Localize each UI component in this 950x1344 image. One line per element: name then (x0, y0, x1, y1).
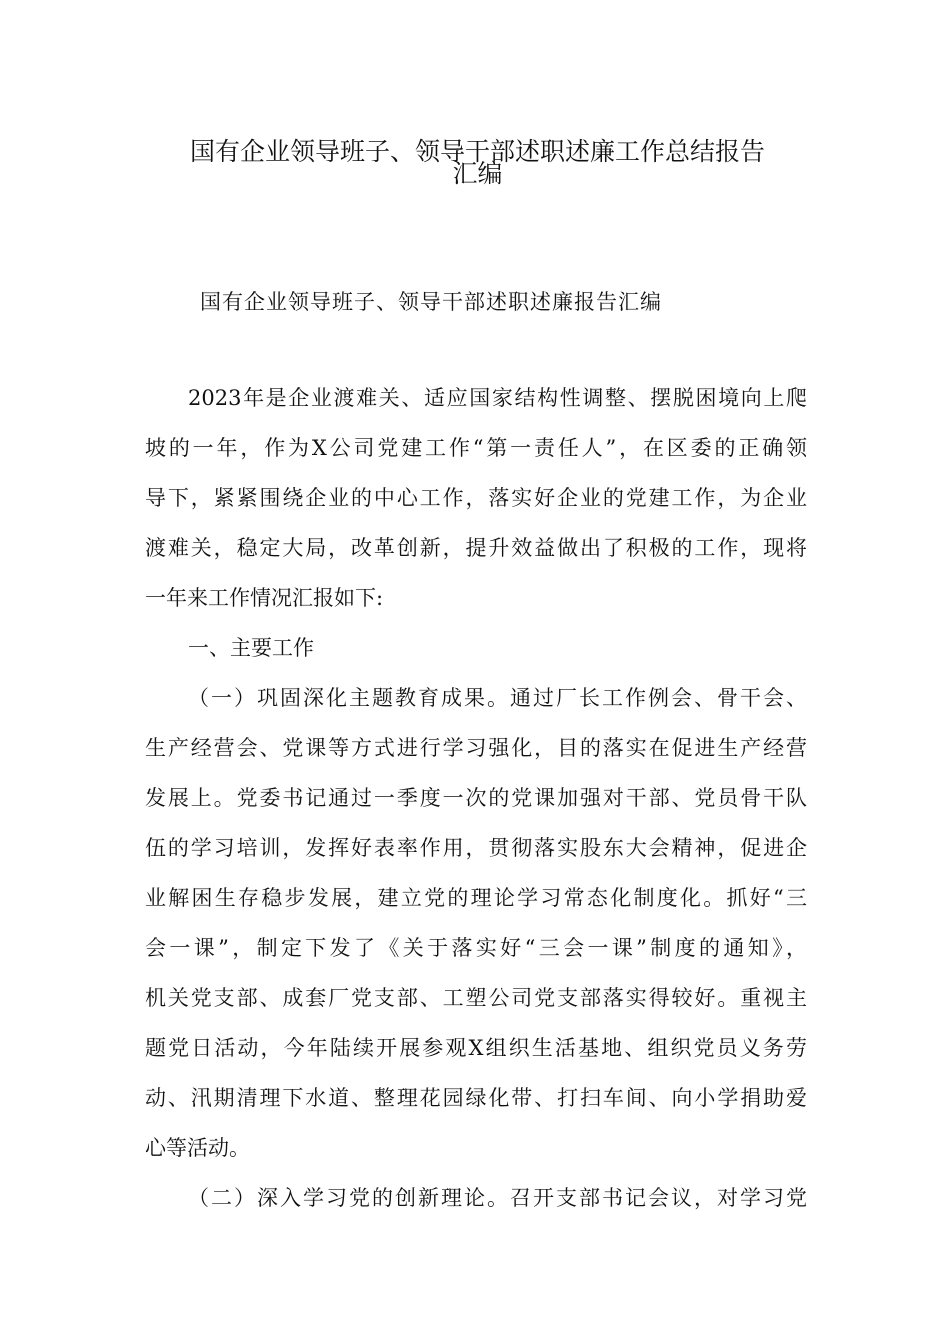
body-line: 题党日活动，今年陆续开展参观X组织生活基地、组织党员义务劳 (145, 1036, 807, 1060)
body-line: 心等活动。 (145, 1136, 250, 1160)
body-line: 一年来工作情况汇报如下: (145, 586, 384, 610)
body-line: 生产经营会、党课等方式进行学习强化，目的落实在促进生产经营 (145, 736, 807, 760)
section-heading: 一、主要工作 (188, 636, 314, 660)
body-line: 机关党支部、成套厂党支部、工塑公司党支部落实得较好。重视主 (145, 986, 807, 1010)
document-title: 国有企业领导班子、领导干部述职述廉工作总结报告 (189, 137, 765, 166)
body-line: 发展上。党委书记通过一季度一次的党课加强对干部、党员骨干队 (145, 786, 807, 810)
body-line: 导下，紧紧围绕企业的中心工作，落实好企业的党建工作，为企业 (145, 486, 807, 510)
document-title-continuation: 汇编 (452, 159, 503, 188)
body-line: 渡难关，稳定大局，改革创新，提升效益做出了积极的工作，现将 (145, 536, 807, 560)
body-line: 业解困生存稳步发展，建立党的理论学习常态化制度化。抓好“三 (145, 886, 807, 910)
body-line: 动、汛期清理下水道、整理花园绿化带、打扫车间、向小学捐助爱 (145, 1086, 807, 1110)
body-line: 会一课”，制定下发了《关于落实好“三会一课”制度的通知》， (145, 936, 807, 960)
body-line: 2023年是企业渡难关、适应国家结构性调整、摆脱困境向上爬 (188, 386, 807, 410)
body-line: （一）巩固深化主题教育成果。通过厂长工作例会、骨干会、 (188, 686, 807, 710)
document-subtitle: 国有企业领导班子、领导干部述职述廉报告汇编 (200, 290, 662, 314)
body-line: 坡的一年，作为X公司党建工作“第一责任人”，在区委的正确领 (145, 436, 807, 460)
body-line: 伍的学习培训，发挥好表率作用，贯彻落实股东大会精神，促进企 (145, 836, 807, 860)
body-line: （二）深入学习党的创新理论。召开支部书记会议，对学习党 (188, 1186, 807, 1210)
